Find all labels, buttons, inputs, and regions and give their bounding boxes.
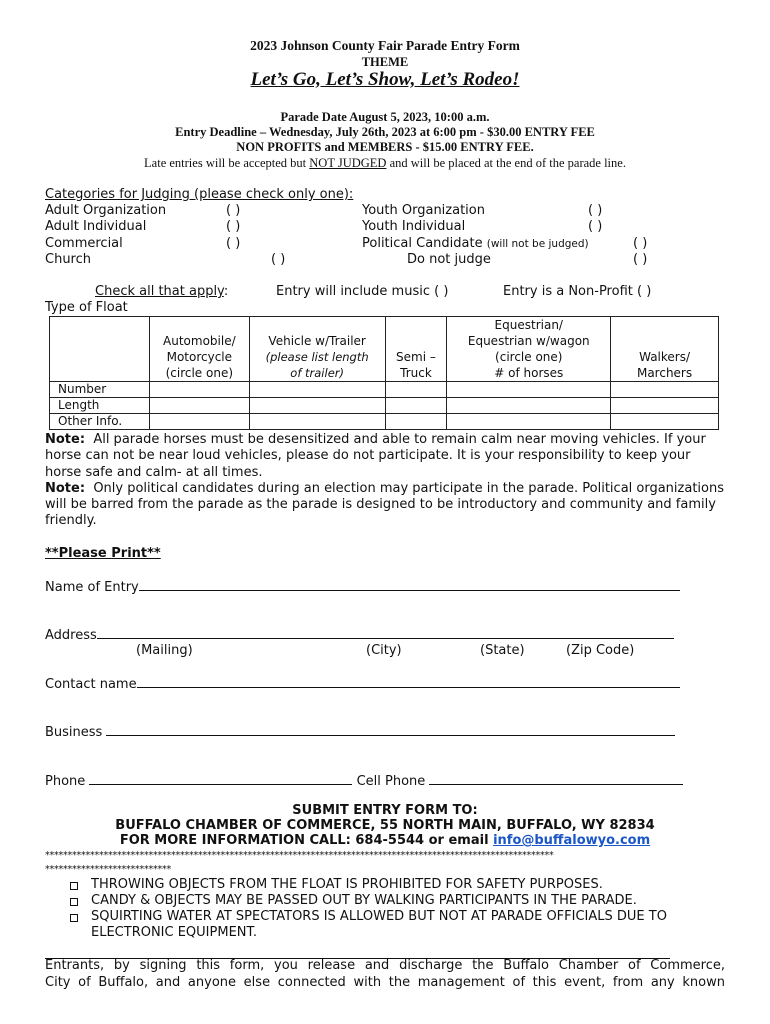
type-of-float-label: Type of Float [45,300,128,315]
note-label: Note: [45,432,86,447]
late-suffix: and will be placed at the end of the parade line. [386,156,626,170]
cell-input[interactable] [249,398,385,414]
checkbox-bullet-icon [70,914,78,922]
rule-item-continuation: ELECTRONIC EQUIPMENT. [91,925,258,940]
table-row [50,382,719,398]
email-link[interactable]: info@buffalowyo.com [493,833,651,848]
address-field[interactable] [45,626,674,643]
name-line[interactable] [139,578,680,591]
row-label-length: Length [50,398,150,414]
not-judged-text: NOT JUDGED [309,156,387,170]
state-label: (State) [480,643,525,658]
table-row [50,414,719,430]
horse-note [45,432,730,481]
cell-input[interactable] [149,382,249,398]
info-line [0,833,770,848]
contact-label: Contact name [45,677,137,692]
music-checkbox[interactable]: Entry will include music ( ) [276,284,449,299]
rule-item: THROWING OBJECTS FROM THE FLOAT IS PROHIBITED FOR SAFETY PURPOSES. [68,877,667,893]
theme-name: Let’s Go, Let’s Show, Let’s Rodeo! [250,69,520,90]
business-field[interactable] [45,723,675,740]
checkbox-church[interactable]: ( ) [271,252,286,267]
cell-input[interactable] [385,398,447,414]
cell-input[interactable] [447,398,611,414]
form-title: 2023 Johnson County Fair Parade Entry Form [250,38,520,53]
header-vehicle-trailer: Vehicle w/Trailer (please list length of trailer) [249,317,385,382]
contact-name-field[interactable] [45,675,680,692]
categories-heading: Categories for Judging (please check only one): [45,187,354,202]
cell-input[interactable] [149,414,249,430]
header-walkers: Walkers/ Marchers [611,317,719,382]
header-equestrian: Equestrian/ Equestrian w/wagon (circle one) # of horses [447,317,611,382]
row-label-other-info: Other Info. [50,414,150,430]
horse-note-text: All parade horses must be desensitized and able to remain calm near moving vehicles. If your horse can not be near loud vehicles, please do not participate. It is your responsibility to keep your horse safe and calm- at all times. [45,432,706,480]
divider-stars: **************************** [45,864,171,875]
political-note-block [45,481,730,530]
note-label: Note: [45,480,86,496]
name-of-entry-field[interactable] [45,578,680,595]
rule-item: SQUIRTING WATER AT SPECTATORS IS ALLOWED BUT NOT AT PARADE OFFICIALS DUE TO [68,909,667,925]
cell-phone-line[interactable] [429,772,683,785]
please-print: **Please Print** [45,546,161,561]
category-youth-individual: Youth Individual [362,219,466,234]
row-label-number: Number [50,382,150,398]
header-blank-cell [50,317,150,382]
submit-address: BUFFALO CHAMBER OF COMMERCE, 55 NORTH MAIN, BUFFALO, WY 82834 [115,818,655,833]
political-note: (will not be judged) [486,238,589,250]
header-semi-truck: Semi – Truck [385,317,447,382]
contact-line[interactable] [137,675,680,688]
checkbox-bullet-icon [70,898,78,906]
submit-heading: SUBMIT ENTRY FORM TO: [292,803,478,818]
cell-input[interactable] [611,398,719,414]
cell-input[interactable] [447,414,611,430]
checkbox-bullet-icon [70,882,78,890]
cell-input[interactable] [611,382,719,398]
info-prefix: FOR MORE INFORMATION CALL: 684-5544 or email [119,833,494,848]
cell-input[interactable] [611,414,719,430]
checkbox-do-not-judge[interactable]: ( ) [633,252,648,267]
cell-input[interactable] [249,382,385,398]
cell-input[interactable] [249,414,385,430]
category-political-candidate [362,236,589,251]
address-line[interactable] [97,626,674,639]
late-entries-note [0,156,770,171]
notes-section [45,432,730,530]
category-adult-individual: Adult Individual [45,219,147,234]
release-text [45,958,725,991]
category-youth-organization: Youth Organization [362,203,485,218]
political-note-text: Only political candidates during an election may participate in the parade. Political organizations will be barred from the parade as the parade is designed to be introductory and community and family friendly. [45,480,725,529]
parade-date: Parade Date August 5, 2023, 10:00 a.m. [280,110,490,124]
check-all-heading [95,284,228,299]
nonprofit-checkbox[interactable]: Entry is a Non-Profit ( ) [503,284,652,299]
mailing-label: (Mailing) [136,643,193,658]
checkbox-adult-individual[interactable]: ( ) [226,219,241,234]
table-header-row [50,317,719,382]
late-prefix: Late entries will be accepted but [144,156,310,170]
cell-input[interactable] [447,382,611,398]
header-automobile: Automobile/ Motorcycle (circle one) [149,317,249,382]
checkbox-youth-organization[interactable]: ( ) [588,203,603,218]
table-row [50,398,719,414]
business-line[interactable] [106,723,675,736]
theme-label: THEME [361,55,409,69]
check-all-colon: : [223,284,229,299]
cell-phone-label: Cell Phone [356,774,426,789]
category-adult-organization: Adult Organization [45,203,167,218]
float-type-table [49,316,719,430]
phone-label: Phone [45,774,86,789]
business-label: Business [45,725,103,740]
cell-input[interactable] [385,414,447,430]
entry-deadline: Entry Deadline – Wednesday, July 26th, 2023 at 6:00 pm - $30.00 ENTRY FEE [175,125,595,139]
rule-item: CANDY & OBJECTS MAY BE PASSED OUT BY WALKING PARTICIPANTS IN THE PARADE. [68,893,667,909]
checkbox-political-candidate[interactable]: ( ) [633,236,648,251]
release-line: Entrants, by signing this form, you release and discharge the Buffalo Chamber of Commerce, [45,958,725,973]
city-label: (City) [366,643,402,658]
check-all-label: Check all that apply [95,284,224,299]
nonprofit-fee: NON PROFITS and MEMBERS - $15.00 ENTRY FEE. [236,140,534,154]
phone-field[interactable] [45,772,683,789]
checkbox-commercial[interactable]: ( ) [226,236,241,251]
category-commercial: Commercial [45,236,123,251]
category-church: Church [45,252,92,267]
address-label: Address [45,628,97,643]
name-label: Name of Entry [45,580,139,595]
checkbox-adult-organization[interactable]: ( ) [226,203,241,218]
divider-stars: ***************************************************************************************************************** [45,850,554,861]
cell-input[interactable] [385,382,447,398]
phone-line[interactable] [89,772,352,785]
checkbox-youth-individual[interactable]: ( ) [588,219,603,234]
cell-input[interactable] [149,398,249,414]
zip-label: (Zip Code) [566,643,635,658]
release-line: City of Buffalo, and anyone else connected with the management of this event, from any known [45,974,725,990]
parade-rules [68,877,667,941]
category-do-not-judge: Do not judge [407,252,491,267]
political-label: Political Candidate [362,236,483,251]
